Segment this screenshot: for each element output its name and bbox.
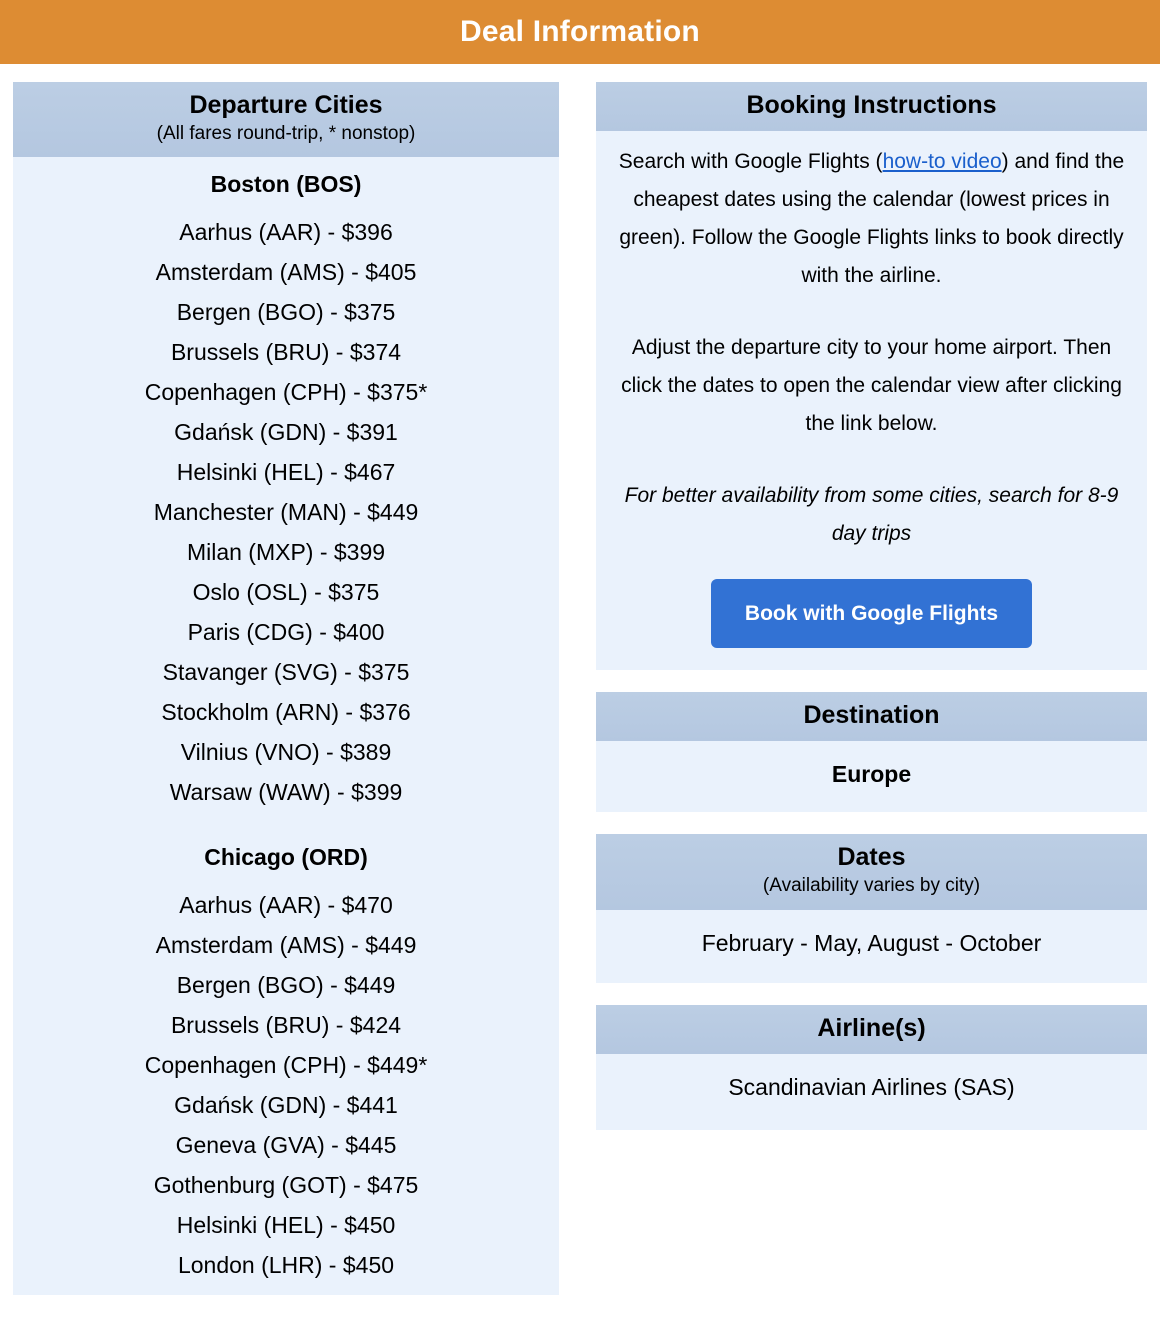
fare-row: Aarhus (AAR) - $470 — [179, 891, 393, 918]
booking-instructions-title: Booking Instructions — [746, 91, 997, 119]
booking-instructions-header — [596, 82, 1147, 131]
content-columns — [0, 64, 1160, 1317]
how-to-video-link[interactable]: how-to video — [882, 149, 1002, 173]
fare-row: Bergen (BGO) - $375 — [176, 298, 396, 325]
airlines-body — [596, 1054, 1147, 1130]
fare-row: Helsinki (HEL) - $450 — [176, 1211, 396, 1238]
fare-row: Gdańsk (GDN) - $441 — [174, 1091, 398, 1118]
booking-para1-prefix: Search with Google Flights ( — [618, 149, 883, 173]
fare-row: Geneva (GVA) - $445 — [175, 1131, 397, 1158]
dates-subtitle: (Availability varies by city) — [762, 874, 981, 896]
departure-cities-title: Departure Cities — [189, 91, 383, 119]
booking-instructions-card — [596, 82, 1147, 670]
fare-row: Manchester (MAN) - $449 — [153, 498, 419, 525]
right-column — [596, 82, 1147, 1152]
booking-paragraph-2: Adjust the departure city to your home airport. Then click the dates to open the calendar view after clicking the link below. — [621, 335, 1122, 435]
airlines-title: Airline(s) — [817, 1014, 926, 1043]
city-group — [25, 170, 547, 812]
departure-cities-body — [13, 157, 559, 1295]
fare-row: Milan (MXP) - $399 — [186, 538, 386, 565]
destination-title: Destination — [803, 700, 940, 729]
fare-row: Copenhagen (CPH) - $375* — [144, 378, 428, 405]
departure-cities-card — [13, 82, 559, 1295]
dates-card — [596, 834, 1147, 983]
destination-value: Europe — [831, 760, 912, 787]
fare-row: Stockholm (ARN) - $376 — [161, 698, 411, 725]
fare-row: Brussels (BRU) - $424 — [170, 1011, 402, 1038]
destination-header — [596, 692, 1147, 741]
book-with-google-flights-button[interactable]: Book with Google Flights — [711, 579, 1032, 648]
fare-row: London (LHR) - $450 — [177, 1251, 395, 1278]
booking-availability-tip: For better availability from some cities, search for 8-9 day trips — [624, 483, 1119, 545]
departure-cities-subtitle: (All fares round-trip, * nonstop) — [156, 122, 416, 144]
fare-row: Gothenburg (GOT) - $475 — [153, 1171, 419, 1198]
booking-para1-suffix: ) and find the cheapest dates using the calendar (lowest prices in green). Follow the Google Flights links to book directly with the airline. — [619, 149, 1125, 287]
page-title: Deal Information — [460, 15, 700, 48]
fare-row: Vilnius (VNO) - $389 — [180, 738, 392, 765]
city-group-name: Chicago (ORD) — [204, 843, 368, 870]
fare-row: Warsaw (WAW) - $399 — [169, 778, 403, 805]
dates-value: February - May, August - October — [701, 929, 1042, 956]
fare-row: Amsterdam (AMS) - $449 — [155, 931, 417, 958]
left-column — [13, 82, 559, 1317]
deal-information-banner — [0, 0, 1160, 64]
destination-body — [596, 741, 1147, 813]
booking-instructions-body — [596, 131, 1147, 670]
city-group-list — [25, 170, 547, 1285]
fare-row: Amsterdam (AMS) - $405 — [155, 258, 417, 285]
fare-row: Oslo (OSL) - $375 — [192, 578, 380, 605]
destination-card — [596, 692, 1147, 812]
fare-row: Brussels (BRU) - $374 — [170, 338, 402, 365]
city-group — [25, 843, 547, 1285]
fare-row: Gdańsk (GDN) - $391 — [174, 418, 398, 445]
dates-header — [596, 834, 1147, 910]
dates-body — [596, 910, 1147, 984]
fare-row: Paris (CDG) - $400 — [187, 618, 385, 645]
departure-cities-header — [13, 82, 559, 157]
city-group-name: Boston (BOS) — [210, 170, 362, 197]
fare-row: Aarhus (AAR) - $396 — [179, 218, 393, 245]
airlines-value: Scandinavian Airlines (SAS) — [728, 1073, 1015, 1100]
fare-row: Bergen (BGO) - $449 — [176, 971, 396, 998]
fare-row: Stavanger (SVG) - $375 — [162, 658, 410, 685]
fare-row: Copenhagen (CPH) - $449* — [144, 1051, 428, 1078]
airlines-card — [596, 1005, 1147, 1129]
dates-title: Dates — [837, 843, 906, 872]
airlines-header — [596, 1005, 1147, 1054]
booking-paragraph-1 — [618, 143, 1125, 295]
fare-row: Helsinki (HEL) - $467 — [176, 458, 396, 485]
